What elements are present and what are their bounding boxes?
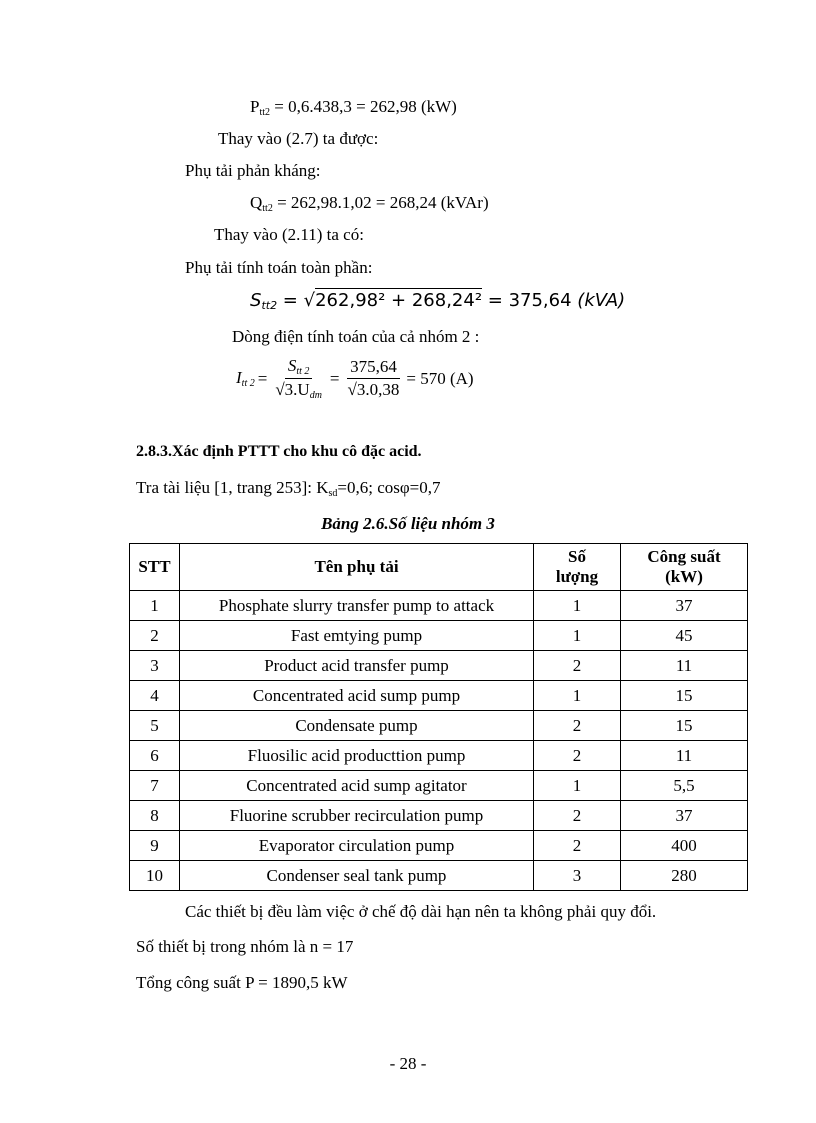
table-row [130, 681, 748, 711]
cell-power: 37 [621, 801, 748, 831]
cell-name: Product acid transfer pump [180, 651, 534, 681]
table-row [130, 861, 748, 891]
table-row [130, 771, 748, 801]
cell-qty: 2 [534, 651, 621, 681]
cell-name: Condensate pump [180, 711, 534, 741]
formula-p-tt2: $P_{tt2} = 0,6.438,3 = 262,98$ (kW) [250, 97, 457, 118]
header-stt: STT [130, 544, 180, 591]
cell-power: 280 [621, 861, 748, 891]
cell-stt: 10 [130, 861, 180, 891]
cell-power: 11 [621, 651, 748, 681]
cell-stt: 4 [130, 681, 180, 711]
cell-stt: 5 [130, 711, 180, 741]
cell-name: Concentrated acid sump pump [180, 681, 534, 711]
header-qty: Số lượng [534, 544, 621, 591]
cell-qty: 1 [534, 681, 621, 711]
cell-stt: 9 [130, 831, 180, 861]
cell-stt: 3 [130, 651, 180, 681]
table-row [130, 741, 748, 771]
cell-qty: 1 [534, 771, 621, 801]
cell-stt: 6 [130, 741, 180, 771]
cell-qty: 2 [534, 741, 621, 771]
cell-power: 400 [621, 831, 748, 861]
text-total-power: Tổng công suất P = 1890,5 kW [136, 973, 348, 992]
cell-qty: 2 [534, 711, 621, 741]
cell-stt: 7 [130, 771, 180, 801]
cell-qty: 1 [534, 591, 621, 621]
table-row [130, 591, 748, 621]
text-note: Các thiết bị đều làm việc ở chế độ dài hạn nên ta không phải quy đổi. [185, 902, 657, 921]
text-thay-vao-2-7: Thay vào (2.7) ta được: [218, 129, 379, 148]
radicand: 262,98² + 268,24² [315, 290, 483, 311]
formula-i-tt2: $I_{tt 2}$ = $\frac{S_{tt 2}}{√3.U_{dm}}$ = $\frac{375,64}{√3.0,38}$ = 570 (A) [236, 356, 474, 401]
text-tra-tai-lieu: Tra tài liệu [1, trang 253]: $K_{sd}=0,6$; cosφ=0,7 [136, 478, 441, 499]
cell-power: 45 [621, 621, 748, 651]
header-power: Công suất (kW) [621, 544, 748, 591]
table-row [130, 711, 748, 741]
s-lhs: $S_{tt2}$ [250, 290, 278, 312]
cell-name: Fast emtying pump [180, 621, 534, 651]
cell-power: 15 [621, 681, 748, 711]
cell-power: 5,5 [621, 771, 748, 801]
cell-power: 11 [621, 741, 748, 771]
cell-stt: 1 [130, 591, 180, 621]
section-heading: 2.8.3.Xác định PTTT cho khu cô đặc acid. [136, 443, 422, 460]
cell-qty: 2 [534, 831, 621, 861]
text-thay-vao-2-11: Thay vào (2.11) ta có: [214, 225, 364, 244]
cell-name: Condenser seal tank pump [180, 861, 534, 891]
page-number: - 28 - [389, 1054, 427, 1073]
cell-stt: 8 [130, 801, 180, 831]
i-lhs: $I_{tt 2}$ [236, 368, 255, 389]
text-phu-tai-toan-phan: Phụ tải tính toán toàn phần: [185, 258, 373, 277]
cell-qty: 3 [534, 861, 621, 891]
header-name: Tên phụ tải [180, 544, 534, 591]
cell-qty: 2 [534, 801, 621, 831]
table-row [130, 831, 748, 861]
text-phu-tai-phan-khang: Phụ tải phản kháng: [185, 161, 321, 180]
fraction-symbolic: $\frac{S_{tt 2}}{√3.U_{dm}}$ [275, 356, 322, 401]
table-row [130, 801, 748, 831]
cell-name: Evaporator circulation pump [180, 831, 534, 861]
cell-name: Fluosilic acid producttion pump [180, 741, 534, 771]
formula-q-tt2: $Q_{tt2} = 262,98.1,02 = 268,24$ (kVAr) [250, 193, 489, 214]
cell-stt: 2 [130, 621, 180, 651]
cell-power: 37 [621, 591, 748, 621]
cell-name: Phosphate slurry transfer pump to attack [180, 591, 534, 621]
table-row [130, 651, 748, 681]
cell-name: Concentrated acid sump agitator [180, 771, 534, 801]
text-device-count: Số thiết bị trong nhóm là n = 17 [136, 937, 354, 956]
table-header-row [130, 544, 748, 591]
radical-sign: √ [303, 290, 316, 311]
fraction-numeric: $\frac{375,64}{√3.0,38}$ [347, 357, 400, 399]
load-table [129, 543, 748, 891]
cell-power: 15 [621, 711, 748, 741]
formula-s-tt2: $S_{tt2} = √262,98^2 + 268,24^2 = 375,64$ (kVA) [250, 290, 626, 312]
text-dong-dien: Dòng điện tính toán của cả nhóm 2 : [232, 327, 480, 346]
cell-name: Fluorine scrubber recirculation pump [180, 801, 534, 831]
cell-qty: 1 [534, 621, 621, 651]
table-row [130, 621, 748, 651]
table-caption: Bảng 2.6.Số liệu nhóm 3 [321, 514, 495, 533]
